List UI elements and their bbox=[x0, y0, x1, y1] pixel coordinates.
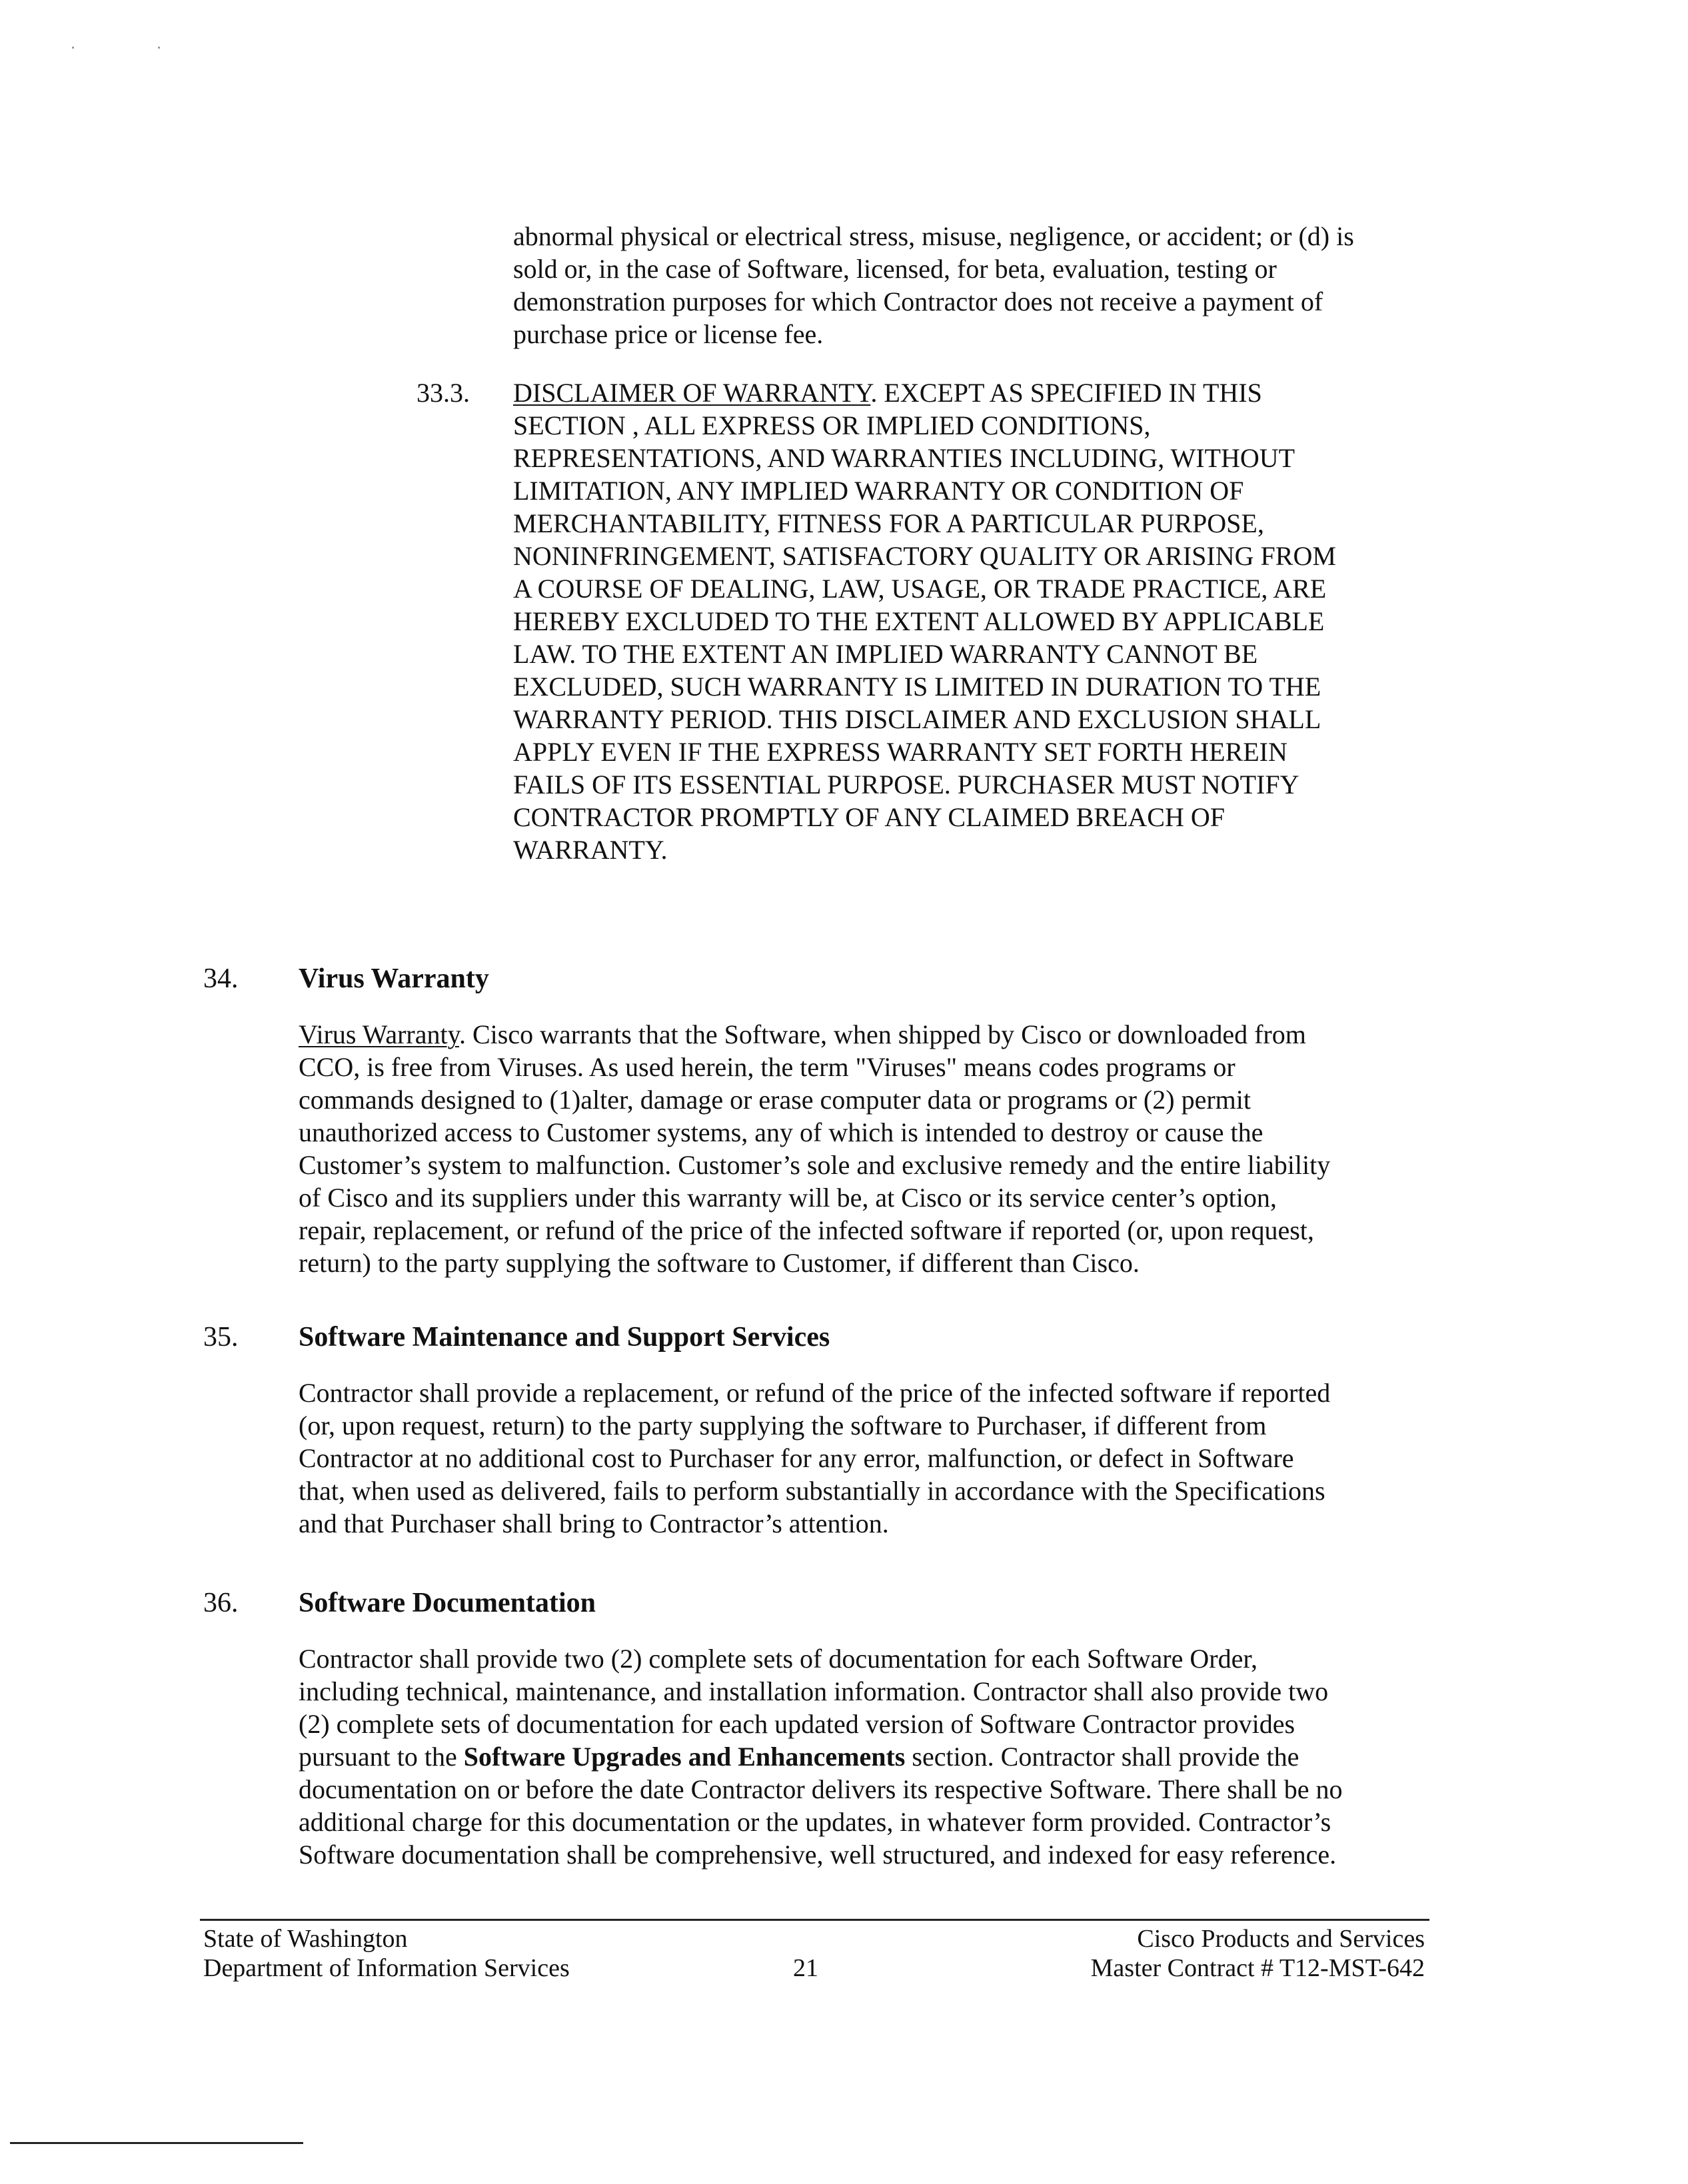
section-35-body bbox=[299, 1376, 1445, 1540]
scan-speck bbox=[158, 47, 160, 49]
text-line: HEREBY EXCLUDED TO THE EXTENT ALLOWED BY APPLICABLE bbox=[513, 606, 1325, 636]
text-line: repair, replacement, or refund of the price of the infected software if reported (or, upon request, bbox=[299, 1215, 1314, 1245]
text-line: MERCHANTABILITY, FITNESS FOR A PARTICULAR PURPOSE, bbox=[513, 508, 1264, 538]
section-33-2-tail-paragraph bbox=[513, 220, 1439, 350]
text-line: EXCLUDED, SUCH WARRANTY IS LIMITED IN DURATION TO THE bbox=[513, 672, 1321, 702]
page-number: 21 bbox=[793, 1954, 818, 1982]
text-line bbox=[299, 1740, 1458, 1773]
text-line: Customer’s system to malfunction. Customer’s sole and exclusive remedy and the entire liability bbox=[299, 1150, 1331, 1180]
text-line bbox=[513, 376, 1446, 409]
text-line: SECTION , ALL EXPRESS OR IMPLIED CONDITIONS, bbox=[513, 410, 1151, 440]
text-line bbox=[299, 1018, 1445, 1051]
text-line: WARRANTY. bbox=[513, 835, 668, 865]
text-run: . EXCEPT AS SPECIFIED IN THIS bbox=[870, 378, 1262, 408]
text-line: documentation on or before the date Contractor delivers its respective Software. There shall be no bbox=[299, 1774, 1343, 1804]
text-line: APPLY EVEN IF THE EXPRESS WARRANTY SET FORTH HEREIN bbox=[513, 737, 1287, 767]
text-run: section. Contractor shall provide the bbox=[905, 1742, 1299, 1772]
text-line: sold or, in the case of Software, licensed, for beta, evaluation, testing or bbox=[513, 254, 1277, 284]
text-line: REPRESENTATIONS, AND WARRANTIES INCLUDING, WITHOUT bbox=[513, 443, 1295, 473]
section-35-number: 35. bbox=[203, 1322, 239, 1353]
text-line: demonstration purposes for which Contractor does not receive a payment of bbox=[513, 286, 1323, 316]
text-line: including technical, maintenance, and installation information. Contractor shall also provide two bbox=[299, 1676, 1329, 1706]
section-36-body bbox=[299, 1642, 1458, 1871]
section-33-3-body bbox=[513, 376, 1446, 866]
footer-divider bbox=[200, 1919, 1429, 1921]
footer-product: Cisco Products and Services bbox=[1137, 1925, 1425, 1953]
section-33-3-number: 33.3. bbox=[417, 378, 470, 408]
section-reference: Software Upgrades and Enhancements bbox=[463, 1742, 906, 1772]
text-run: . Cisco warrants that the Software, when shipped by Cisco or downloaded from bbox=[458, 1019, 1306, 1049]
text-line: return) to the party supplying the software to Customer, if different than Cisco. bbox=[299, 1248, 1140, 1278]
text-line: (2) complete sets of documentation for each updated version of Software Contractor provides bbox=[299, 1709, 1295, 1739]
text-line: that, when used as delivered, fails to perform substantially in accordance with the Specifications bbox=[299, 1476, 1325, 1506]
text-line: A COURSE OF DEALING, LAW, USAGE, OR TRADE PRACTICE, ARE bbox=[513, 574, 1327, 604]
text-line: (or, upon request, return) to the party supplying the software to Purchaser, if different from bbox=[299, 1410, 1267, 1440]
text-line: Contractor at no additional cost to Purchaser for any error, malfunction, or defect in Software bbox=[299, 1443, 1294, 1473]
text-line: LAW. TO THE EXTENT AN IMPLIED WARRANTY CANNOT BE bbox=[513, 639, 1258, 669]
section-34-number: 34. bbox=[203, 963, 239, 994]
text-line: Software documentation shall be comprehensive, well structured, and indexed for easy reference. bbox=[299, 1840, 1337, 1870]
section-33-3-title: DISCLAIMER OF WARRANTY bbox=[513, 378, 871, 408]
text-line: commands designed to (1)alter, damage or erase computer data or programs or (2) permit bbox=[299, 1085, 1251, 1115]
text-line: Contractor shall provide a replacement, or refund of the price of the infected software if reported bbox=[299, 1378, 1331, 1408]
text-line: LIMITATION, ANY IMPLIED WARRANTY OR CONDITION OF bbox=[513, 476, 1244, 506]
footer-department: Department of Information Services bbox=[203, 1954, 570, 1982]
footer-right bbox=[1091, 1924, 1425, 1983]
text-run: pursuant to the bbox=[299, 1742, 464, 1772]
footer-state: State of Washington bbox=[203, 1925, 408, 1953]
section-36-number: 36. bbox=[203, 1588, 239, 1618]
text-line: abnormal physical or electrical stress, misuse, negligence, or accident; or (d) is bbox=[513, 221, 1354, 251]
text-line: WARRANTY PERIOD. THIS DISCLAIMER AND EXCLUSION SHALL bbox=[513, 704, 1321, 734]
section-34-lead: Virus Warranty bbox=[299, 1019, 459, 1049]
text-line: FAILS OF ITS ESSENTIAL PURPOSE. PURCHASER MUST NOTIFY bbox=[513, 770, 1299, 800]
text-line: additional charge for this documentation or the updates, in whatever form provided. Contractor’s bbox=[299, 1807, 1331, 1837]
footer-left bbox=[203, 1924, 570, 1983]
text-line: and that Purchaser shall bring to Contractor’s attention. bbox=[299, 1508, 889, 1538]
text-line: CONTRACTOR PROMPTLY OF ANY CLAIMED BREACH OF bbox=[513, 802, 1225, 832]
section-34-body bbox=[299, 1018, 1445, 1279]
footer-contract-number: Master Contract # T12-MST-642 bbox=[1090, 1954, 1425, 1982]
bottom-edge-line bbox=[10, 2142, 303, 2144]
section-34-heading: Virus Warranty bbox=[299, 963, 489, 994]
scan-speck bbox=[72, 47, 74, 49]
text-line: of Cisco and its suppliers under this warranty will be, at Cisco or its service center’s option, bbox=[299, 1183, 1277, 1213]
text-line: NONINFRINGEMENT, SATISFACTORY QUALITY OR ARISING FROM bbox=[513, 541, 1336, 571]
section-36-heading: Software Documentation bbox=[299, 1588, 596, 1618]
text-line: CCO, is free from Viruses. As used herein, the term "Viruses" means codes programs or bbox=[299, 1052, 1236, 1082]
text-line: Contractor shall provide two (2) complete sets of documentation for each Software Order, bbox=[299, 1644, 1258, 1674]
text-line: unauthorized access to Customer systems, any of which is intended to destroy or cause the bbox=[299, 1117, 1264, 1147]
text-line: purchase price or license fee. bbox=[513, 319, 824, 349]
section-35-heading: Software Maintenance and Support Services bbox=[299, 1322, 830, 1353]
